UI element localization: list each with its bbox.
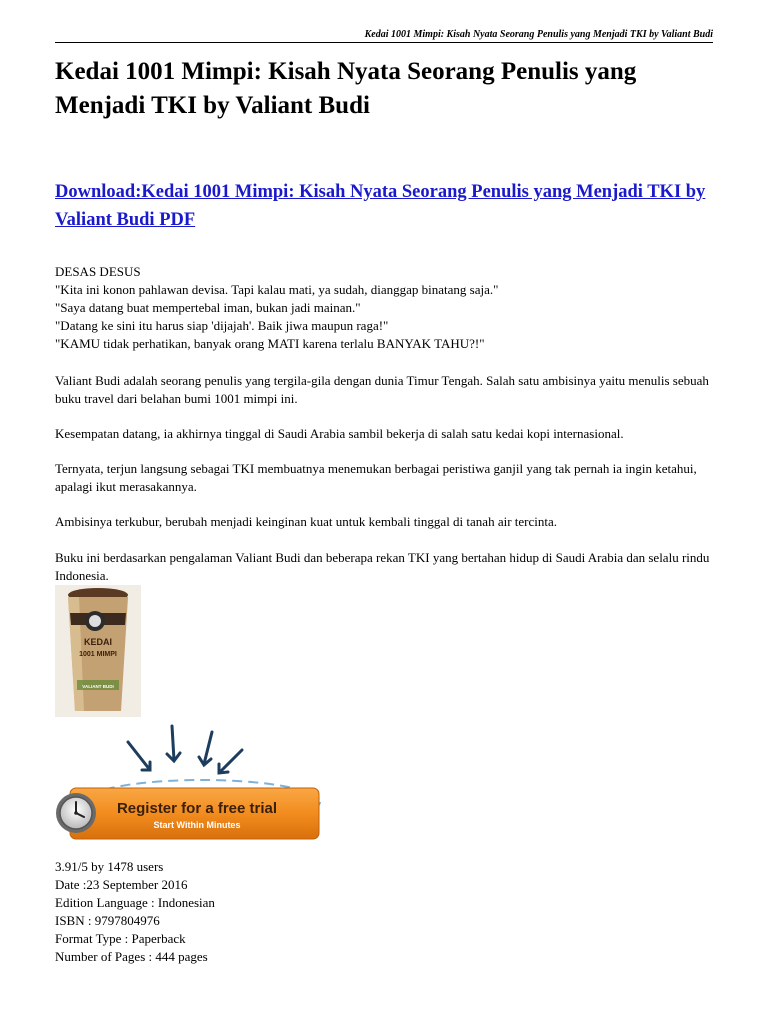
book-metadata: [55, 858, 455, 966]
format-text: Format Type : Paperback: [55, 931, 186, 946]
quote-line: "Datang ke sini itu harus siap 'dijajah'. Baik jiwa maupun raga!": [55, 318, 389, 333]
quote-line: "Kita ini konon pahlawan devisa. Tapi kalau mati, ya sudah, dianggap binatang saja.": [55, 282, 499, 297]
description-paragraph: Valiant Budi adalah seorang penulis yang tergila-gila dengan dunia Timur Tengah. Salah satu ambisinya yaitu menulis sebuah buku travel dari belahan bumi 1001 mimpi ini.: [55, 373, 709, 406]
date-text: Date :23 September 2016: [55, 877, 188, 892]
page-title: Kedai 1001 Mimpi: Kisah Nyata Seorang Penulis yang Menjadi TKI by Valiant Budi: [55, 58, 637, 119]
description-paragraph: Kesempatan datang, ia akhirnya tinggal di Saudi Arabia sambil bekerja di salah satu kedai kopi internasional.: [55, 426, 624, 441]
language-text: Edition Language : Indonesian: [55, 895, 215, 910]
register-trial-banner[interactable]: [52, 720, 322, 850]
pages-text: Number of Pages : 444 pages: [55, 949, 208, 964]
register-button-sublabel: Start Within Minutes: [153, 820, 241, 830]
quote-line: "KAMU tidak perhatikan, banyak orang MATI karena terlalu BANYAK TAHU?!": [55, 336, 485, 351]
quote-heading: DESAS DESUS: [55, 264, 141, 279]
quote-line: "Saya datang buat mempertebal iman, bukan jadi mainan.": [55, 300, 361, 315]
quotes-block: [55, 263, 715, 353]
description-paragraph: Ternyata, terjun langsung sebagai TKI membuatnya menemukan berbagai peristiwa ganjil yang tak pernah ia ingin ketahui, apalagi ikut merasakannya.: [55, 461, 697, 494]
cover-title-line1: KEDAI: [83, 637, 113, 647]
cover-author: VALIANT BUDI: [82, 684, 114, 689]
isbn-text: ISBN : 9797804976: [55, 913, 160, 928]
running-header: Kedai 1001 Mimpi: Kisah Nyata Seorang Penulis yang Menjadi TKI by Valiant Budi: [364, 29, 713, 40]
description-paragraph: Buku ini berdasarkan pengalaman Valiant Budi dan beberapa rekan TKI yang bertahan hidup di Saudi Arabia dan selalu rindu Indonesia.: [55, 550, 710, 583]
rating-text: 3.91/5 by 1478 users: [55, 859, 164, 874]
cover-title-line2: 1001 MIMPI: [79, 651, 117, 658]
download-link[interactable]: Download:Kedai 1001 Mimpi: Kisah Nyata Seorang Penulis yang Menjadi TKI by Valiant Budi PDF: [55, 182, 706, 230]
description-paragraph: Ambisinya terkubur, berubah menjadi keinginan kuat untuk kembali tinggal di tanah air tercinta.: [55, 514, 558, 529]
arrows-icon: [128, 726, 242, 773]
book-cover-image: [55, 585, 141, 717]
register-button-label: Register for a free trial: [116, 800, 278, 817]
header-divider: [55, 42, 713, 43]
clock-icon: [56, 793, 96, 833]
